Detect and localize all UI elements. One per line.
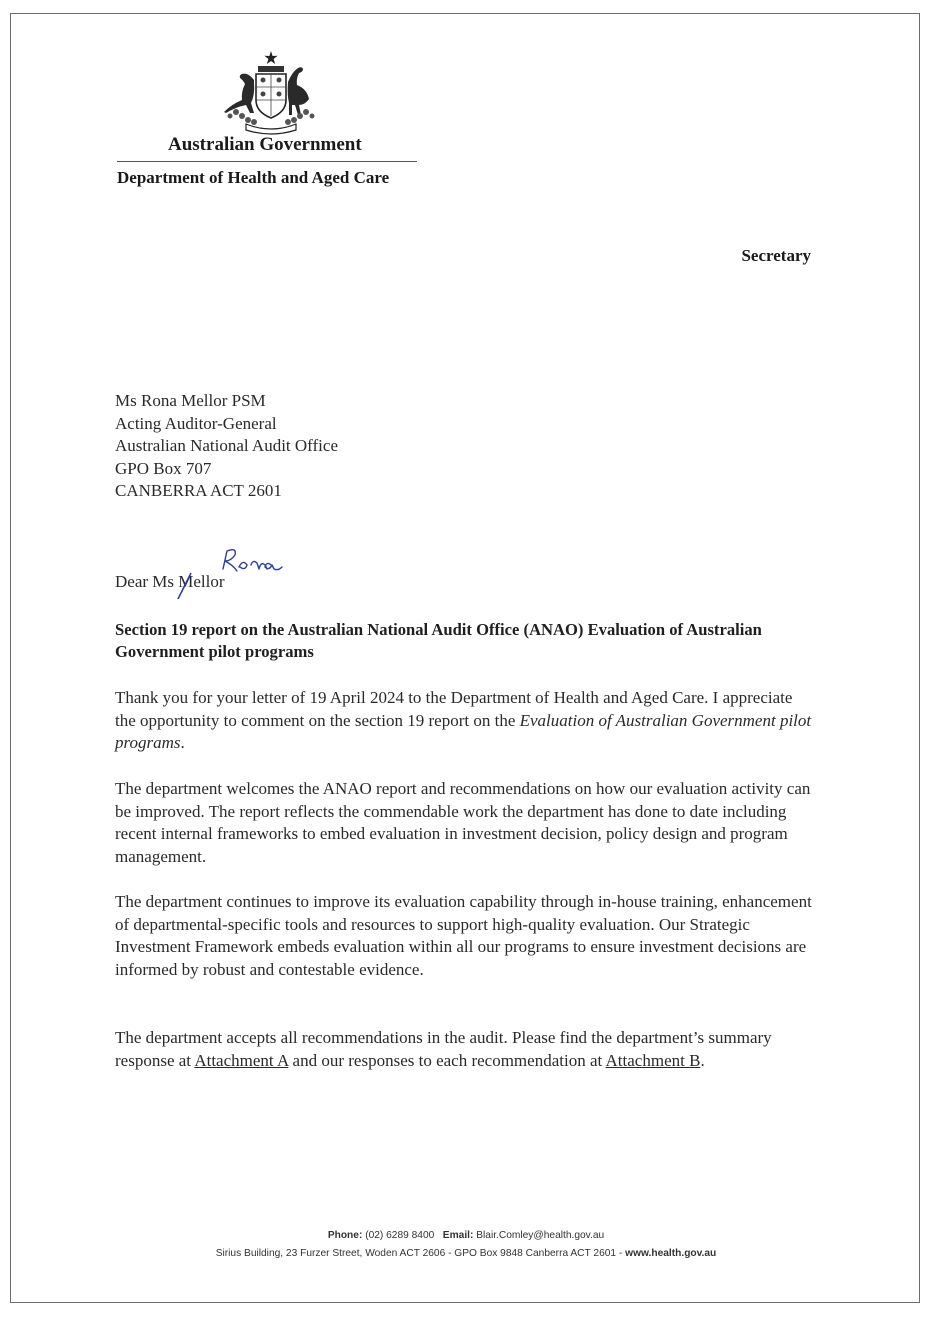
department-name: Department of Health and Aged Care	[117, 168, 390, 187]
letter-page	[10, 13, 920, 1303]
salutation-block	[115, 539, 315, 599]
body-paragraph-1: Thank you for your letter of 19 April 2024 to the Department of Health and Aged Care. I appreciate the opportunity to comment on the section 19 report on the Evaluation of Australian Government pilot programs.	[115, 688, 812, 753]
address-line: GPO Box 707	[115, 458, 212, 478]
footer-phone: (02) 6289 8400	[365, 1230, 435, 1241]
attachment-a-reference: Attachment A	[194, 1050, 289, 1070]
attachment-b-reference: Attachment B	[605, 1050, 701, 1070]
address-line: CANBERRA ACT 2601	[115, 481, 282, 501]
recipient-address	[115, 390, 338, 503]
report-title: Evaluation of Australian Government pilot programs	[115, 710, 812, 753]
handwritten-name-annotation	[155, 539, 295, 599]
body-paragraph-2: The department welcomes the ANAO report and recommendations on how our evaluation activity can be improved. The report reflects the commendable work the department has done to date including recent internal frameworks to embed evaluation in investment decision, policy design and program management.	[115, 779, 811, 866]
australian-coat-of-arms-icon	[216, 50, 326, 136]
footer-contact: Phone: (02) 6289 8400 Email: Blair.Comley@health.gov.au	[327, 1230, 605, 1241]
footer-website: www.health.gov.au	[625, 1248, 717, 1259]
footer-email: Blair.Comley@health.gov.au	[476, 1230, 605, 1241]
salutation: Dear Ms Mellor	[115, 572, 225, 591]
address-line: Acting Auditor-General	[115, 413, 277, 433]
sender-title: Secretary	[741, 246, 811, 265]
letterhead-divider	[117, 161, 417, 162]
address-line: Australian National Audit Office	[115, 436, 338, 456]
body-paragraph-4: The department accepts all recommendations in the audit. Please find the department’s summary response at Attachment A and our responses to each recommendation at Attachment B.	[115, 1028, 772, 1070]
body-paragraph-3: The department continues to improve its evaluation capability through in-house training, enhancement of departmental-specific tools and resources to support high-quality evaluation. Our Strategic Investment Framework embeds evaluation within all our programs to ensure investment decisions are informed by robust and contestable evidence.	[115, 892, 812, 979]
address-line: Ms Rona Mellor PSM	[115, 391, 266, 410]
government-name: Australian Government	[168, 134, 362, 155]
letter-subject: Section 19 report on the Australian National Audit Office (ANAO) Evaluation of Australian Government pilot programs	[115, 620, 762, 661]
footer-address: Sirius Building, 23 Furzer Street, Woden ACT 2606 - GPO Box 9848 Canberra ACT 2601 - www.health.gov.au	[215, 1248, 717, 1259]
